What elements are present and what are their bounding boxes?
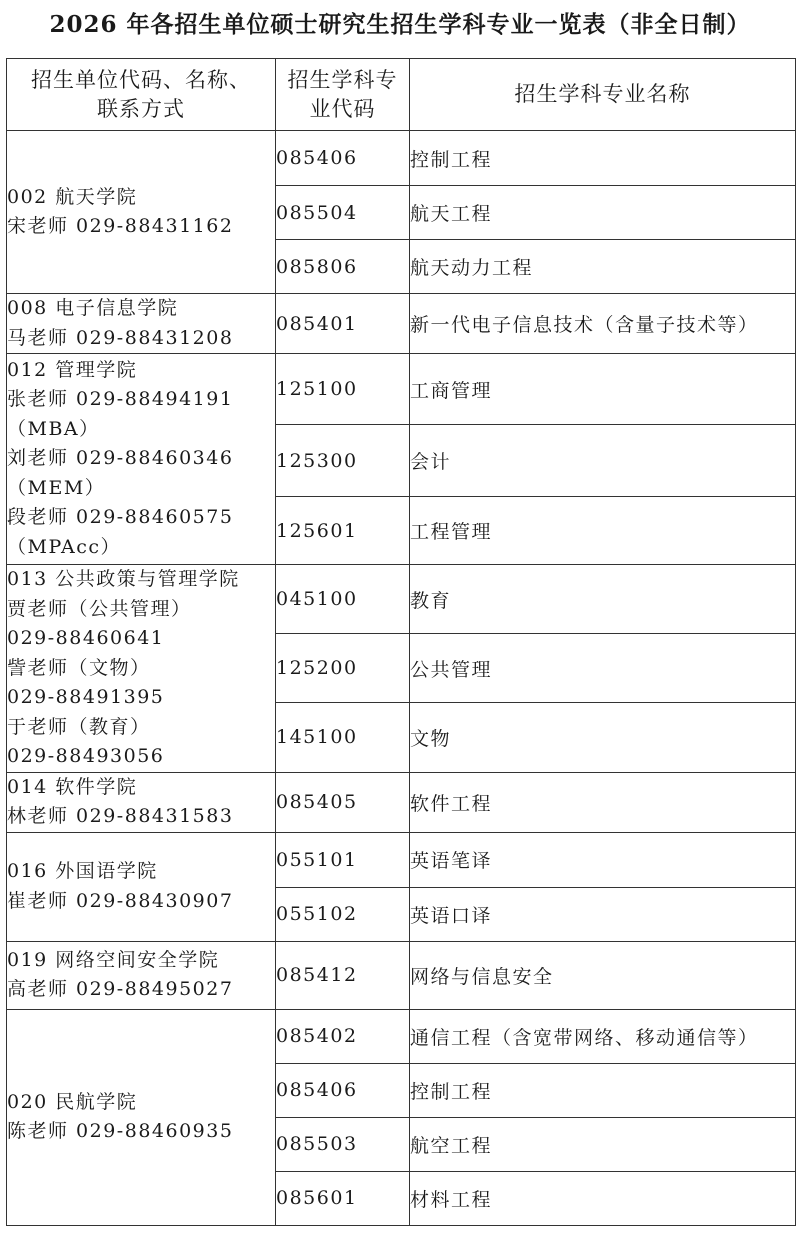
header-row (7, 59, 796, 131)
unit-contact-line: 刘老师 029-88460346 (7, 447, 234, 470)
unit-contact-line: （MBA） (7, 417, 100, 440)
program-code-cell: 085402 (276, 1009, 410, 1063)
unit-contact-line: 014 软件学院 (7, 775, 138, 798)
program-code-cell: 145100 (276, 703, 410, 772)
program-code-cell: 085503 (276, 1117, 410, 1171)
program-name-cell: 航空工程 (410, 1117, 796, 1171)
header-unit (7, 59, 276, 131)
unit-contact-line: 宋老师 029-88431162 (7, 215, 234, 237)
unit-contact-cell (7, 1009, 276, 1225)
program-name-cell: 文物 (410, 703, 796, 772)
unit-contact-cell (7, 354, 276, 565)
unit-contact-cell (7, 565, 276, 773)
program-name-cell: 教育 (410, 565, 796, 634)
program-name-cell: 材料工程 (410, 1171, 796, 1225)
program-code-cell: 125200 (276, 634, 410, 703)
unit-contact-line: 029-88460641 (7, 627, 165, 649)
program-code-cell: 085406 (276, 1063, 410, 1117)
table-row (7, 832, 796, 887)
program-name-cell: 新一代电子信息技术（含量子技术等） (410, 294, 796, 354)
unit-contact-line: 訾老师（文物） (7, 656, 151, 679)
program-name-cell: 航天动力工程 (410, 240, 796, 294)
program-code-cell: 085401 (276, 294, 410, 354)
header-code-line: 业代码 (309, 96, 376, 121)
unit-contact-cell (7, 941, 276, 1009)
unit-contact-line: 段老师 029-88460575 (7, 506, 234, 529)
program-name-cell: 工程管理 (410, 497, 796, 565)
unit-contact-line: 崔老师 029-88430907 (7, 889, 234, 912)
unit-contact-line: （MPAcc） (7, 535, 121, 558)
unit-contact-line: 陈老师 029-88460935 (7, 1120, 234, 1142)
program-code-cell: 085504 (276, 186, 410, 240)
header-name: 招生学科专业名称 (410, 59, 796, 131)
program-name-cell: 控制工程 (410, 131, 796, 186)
table-row (7, 772, 796, 832)
program-name-cell: 工商管理 (410, 354, 796, 425)
table-body (7, 131, 796, 1226)
program-code-cell: 085406 (276, 131, 410, 186)
unit-contact-line: （MEM） (7, 476, 106, 499)
program-code-cell: 085405 (276, 772, 410, 832)
unit-contact-line: 002 航天学院 (7, 185, 138, 208)
unit-contact-line: 016 外国语学院 (7, 860, 158, 882)
unit-contact-line: 029-88491395 (7, 686, 165, 708)
page-title: 2026 年各招生单位硕士研究生招生学科专业一览表（非全日制） (49, 11, 751, 38)
header-code-line: 招生学科专 (287, 67, 398, 92)
unit-contact-cell (7, 832, 276, 941)
unit-contact-line: 019 网络空间安全学院 (7, 948, 220, 971)
unit-contact-line: 020 民航学院 (7, 1090, 138, 1113)
header-unit-line: 招生单位代码、名称、 (31, 67, 251, 92)
unit-contact-line: 013 公共政策与管理学院 (7, 568, 240, 590)
program-code-cell: 055101 (276, 832, 410, 887)
program-code-cell: 085601 (276, 1171, 410, 1225)
table-row (7, 565, 796, 634)
header-code (276, 59, 410, 131)
unit-contact-cell (7, 131, 276, 294)
unit-contact-cell (7, 294, 276, 354)
header-unit-line: 联系方式 (97, 96, 185, 121)
program-code-cell: 055102 (276, 887, 410, 941)
program-code-cell: 125100 (276, 354, 410, 425)
program-code-cell: 085806 (276, 240, 410, 294)
table-row (7, 131, 796, 186)
program-name-cell: 英语笔译 (410, 832, 796, 887)
table-row (7, 294, 796, 354)
program-code-cell: 085412 (276, 941, 410, 1009)
unit-contact-line: 贾老师（公共管理） (7, 597, 192, 620)
program-name-cell: 会计 (410, 425, 796, 497)
unit-contact-line: 高老师 029-88495027 (7, 978, 234, 1000)
program-name-cell: 网络与信息安全 (410, 941, 796, 1009)
unit-contact-line: 林老师 029-88431583 (7, 805, 234, 827)
unit-contact-line: 于老师（教育） (7, 715, 151, 738)
program-name-cell: 软件工程 (410, 772, 796, 832)
program-code-cell: 125601 (276, 497, 410, 565)
program-name-cell: 公共管理 (410, 634, 796, 703)
unit-contact-line: 张老师 029-88494191 (7, 388, 234, 411)
program-code-cell: 045100 (276, 565, 410, 634)
unit-contact-line: 012 管理学院 (7, 358, 138, 381)
program-name-cell: 航天工程 (410, 186, 796, 240)
program-name-cell: 控制工程 (410, 1063, 796, 1117)
unit-contact-line: 马老师 029-88431208 (7, 326, 234, 349)
programs-table (6, 58, 796, 1226)
unit-contact-line: 029-88493056 (7, 745, 165, 767)
program-code-cell: 125300 (276, 425, 410, 497)
program-name-cell: 英语口译 (410, 887, 796, 941)
table-row (7, 1009, 796, 1063)
unit-contact-line: 008 电子信息学院 (7, 297, 179, 319)
table-row (7, 354, 796, 425)
table-row (7, 941, 796, 1009)
unit-contact-cell (7, 772, 276, 832)
program-name-cell: 通信工程（含宽带网络、移动通信等） (410, 1009, 796, 1063)
